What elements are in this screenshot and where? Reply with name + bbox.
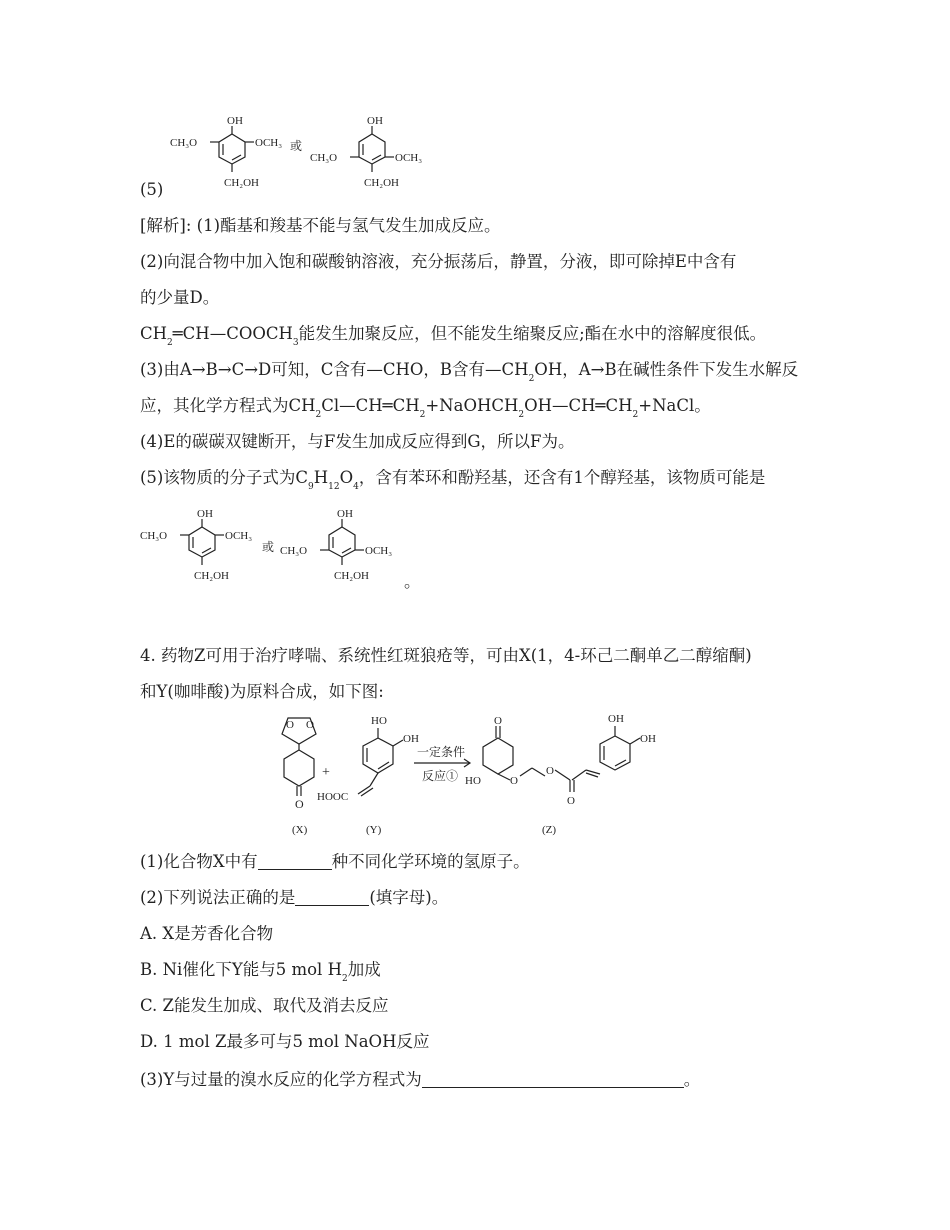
label-y: (Y) xyxy=(366,824,382,836)
answer5-structures-top xyxy=(140,112,440,202)
svg-text:OH: OH xyxy=(608,713,624,725)
reaction-condition: 一定条件 xyxy=(417,745,466,759)
q1: (1)化合物X中有 种不同化学环境的氢原子。 xyxy=(140,852,530,871)
q1-answer-blank[interactable] xyxy=(258,853,332,870)
svg-text:CH₂OH: CH₂OH xyxy=(334,570,370,582)
svg-text:OCH₃: OCH₃ xyxy=(225,530,253,542)
svg-text:O: O xyxy=(295,797,304,811)
label-z: (Z) xyxy=(542,824,557,836)
group-oh: OH xyxy=(227,115,243,127)
svg-text:O: O xyxy=(510,775,518,787)
analysis-p2a: (2)向混合物中加入饱和碳酸钠溶液，充分振荡后，静置，分液，即可除掉E中含有 xyxy=(140,252,737,271)
plus-sign: + xyxy=(322,765,330,780)
reaction-scheme xyxy=(270,708,690,843)
answer5-label: (5) xyxy=(140,180,164,199)
molecule-1a xyxy=(210,126,254,172)
svg-text:CH₃O: CH₃O xyxy=(280,545,308,557)
svg-text:CH₃O: CH₃O xyxy=(170,137,198,149)
svg-text:O: O xyxy=(567,795,575,807)
svg-text:HO: HO xyxy=(465,775,481,787)
svg-text:CH₂OH: CH₂OH xyxy=(224,177,260,189)
option-d: D. 1 mol Z最多可与5 mol NaOH反应 xyxy=(140,1032,430,1051)
option-a: A. X是芳香化合物 xyxy=(140,924,274,943)
q2-answer-blank[interactable] xyxy=(295,889,369,906)
analysis-p1: [解析]: (1)酯基和羧基不能与氢气发生加成反应。 xyxy=(140,216,501,235)
analysis-p2c: $CH_2═CH—COOCH_3$能发生加聚反应，但不能发生缩聚反应;酯在水中的溶解度很低。 xyxy=(140,324,767,348)
svg-text:CH₃O: CH₃O xyxy=(140,530,168,542)
svg-text:OCH₃: OCH₃ xyxy=(255,137,283,149)
svg-text:O: O xyxy=(306,719,314,731)
svg-text:OCH₃: OCH₃ xyxy=(395,152,423,164)
question4-intro-b: 和Y(咖啡酸)为原料合成，如下图: xyxy=(140,682,384,701)
analysis-p3b: 应，其化学方程式为$CH_2Cl—CH═CH_2+NaOHCH_2OH—CH═CH_2+NaCl$。 xyxy=(140,396,711,420)
option-c: C. Z能发生加成、取代及消去反应 xyxy=(140,996,389,1015)
svg-text:O: O xyxy=(494,715,502,727)
analysis-p2b: 的少量D。 xyxy=(140,288,220,307)
reaction-number: 反应① xyxy=(422,769,459,783)
svg-text:O: O xyxy=(286,719,294,731)
svg-text:HO: HO xyxy=(371,715,387,727)
svg-text:OH: OH xyxy=(337,508,353,520)
period-mark: 。 xyxy=(404,572,421,591)
svg-text:O: O xyxy=(546,765,554,777)
q2: (2)下列说法正确的是 (填字母)。 xyxy=(140,888,449,907)
svg-text:HOOC: HOOC xyxy=(317,791,349,803)
svg-text:OH: OH xyxy=(367,115,383,127)
question4-intro-a: 4. 药物Z可用于治疗哮喘、系统性红斑狼疮等，可由X(1，4-环己二酮单乙二醇缩酮) xyxy=(140,646,752,665)
q3-answer-blank[interactable] xyxy=(422,1071,684,1088)
option-b: B. Ni催化下Y能与5 mol $H_2$加成 xyxy=(140,960,381,984)
svg-text:OH: OH xyxy=(403,733,419,745)
svg-text:或: 或 xyxy=(262,540,275,554)
molecule-1b xyxy=(350,126,394,172)
or-word: 或 xyxy=(290,139,303,153)
svg-text:OH: OH xyxy=(197,508,213,520)
svg-text:CH₂OH: CH₂OH xyxy=(364,177,400,189)
svg-text:CH₃O: CH₃O xyxy=(310,152,338,164)
answer5-structures-bottom xyxy=(140,505,440,595)
svg-text:OCH₃: OCH₃ xyxy=(365,545,393,557)
svg-text:CH₂OH: CH₂OH xyxy=(194,570,230,582)
label-x: (X) xyxy=(292,824,308,836)
analysis-p5: (5)该物质的分子式为$C_9H_{12}O_4$，含有苯环和酚羟基，还含有1个醇羟基，该物质可能是 xyxy=(140,468,766,492)
q3: (3)Y与过量的溴水反应的化学方程式为 。 xyxy=(140,1070,701,1089)
analysis-p3a: (3)由A→B→C→D可知，C含有—CHO，B含有$—CH_2OH$，A→B在碱性条件下发生水解反 xyxy=(140,360,799,384)
svg-text:OH: OH xyxy=(640,733,656,745)
analysis-p4: (4)E的碳碳双键断开，与F发生加成反应得到G，所以F为。 xyxy=(140,432,575,451)
